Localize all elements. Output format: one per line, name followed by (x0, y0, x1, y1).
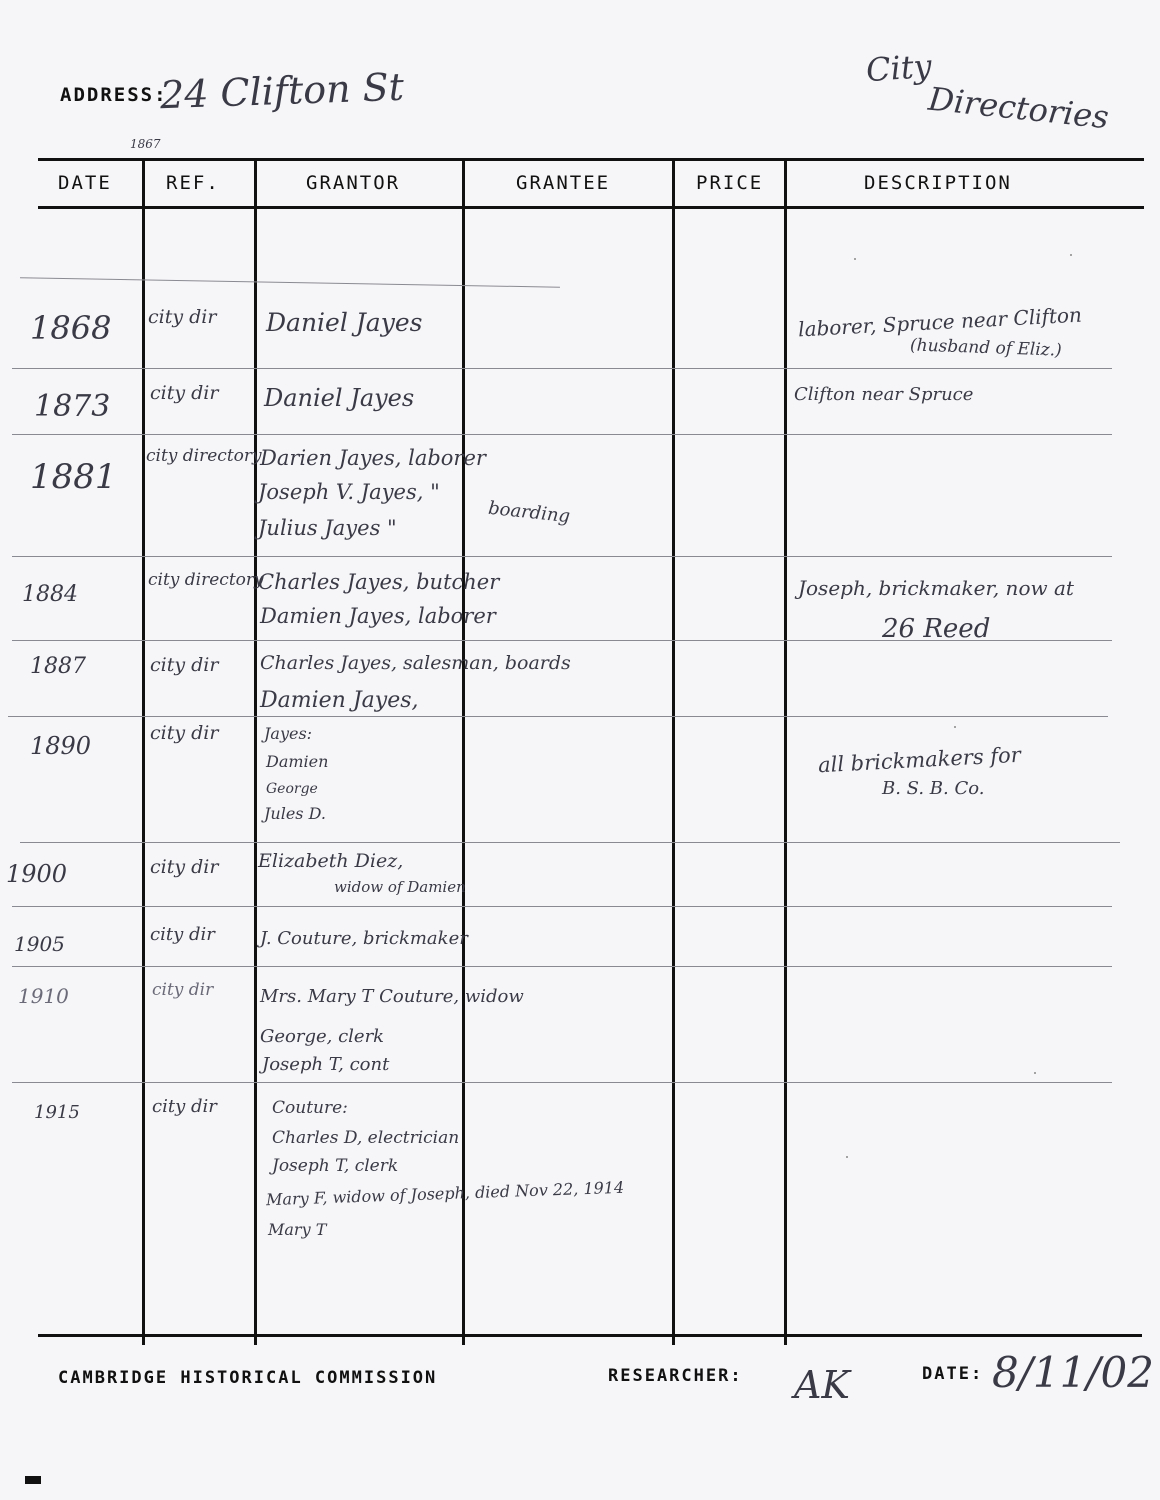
entry-grantor: Charles D, electrician (272, 1128, 460, 1148)
entry-grantor: Jules D. (264, 804, 326, 823)
entry-date: 1905 (14, 932, 65, 956)
date-value: 8/11/02 (992, 1348, 1154, 1397)
entry-date: 1873 (34, 389, 111, 424)
col-ref: REF. (166, 172, 220, 194)
row-separator (12, 556, 1112, 557)
entry-grantor: Charles Jayes, salesman, boards (260, 652, 571, 674)
corner-note-city: City (864, 46, 933, 90)
entry-grantor: Damien Jayes, (260, 688, 419, 713)
column-divider-5 (784, 160, 787, 1345)
entry-date: 1868 (30, 309, 112, 347)
column-divider-3 (462, 160, 465, 1345)
entry-grantor: Joseph V. Jayes, " (258, 480, 440, 504)
entry-grantor: Jayes: (264, 724, 313, 743)
column-divider-2 (254, 160, 257, 1345)
row-separator (20, 842, 1120, 843)
entry-grantor: Mary T (268, 1220, 327, 1239)
address-label: ADDRESS: (60, 84, 168, 106)
entry-grantor: Mrs. Mary T Couture, widow (260, 986, 524, 1007)
entry-ref: city dir (150, 924, 215, 945)
scan-speck (1034, 1072, 1036, 1074)
entry-description: laborer, Spruce near Clifton (797, 302, 1083, 342)
entry-date: 1910 (18, 984, 69, 1008)
entry-ref: city dir (152, 980, 214, 1000)
entry-date: 1881 (30, 457, 117, 497)
entry-grantor: Daniel Jayes (264, 384, 415, 412)
table-bottom-rule (38, 1334, 1142, 1337)
entry-date: 1887 (30, 654, 86, 679)
col-grantor: GRANTOR (306, 172, 401, 194)
row-separator (12, 1082, 1112, 1083)
col-date: DATE (58, 172, 112, 194)
scan-speck (854, 258, 856, 260)
entry-grantor: Darien Jayes, laborer (260, 446, 486, 470)
entry-date: 1900 (6, 860, 68, 888)
entry-grantor: Damien Jayes, laborer (260, 604, 496, 628)
scan-speck (954, 726, 956, 728)
entry-ref: city dir (150, 722, 219, 744)
entry-grantor: Joseph T, cont (262, 1054, 390, 1075)
date-label: DATE: (922, 1364, 984, 1384)
scan-registration-mark (25, 1476, 41, 1484)
entry-grantee-note: boarding (487, 497, 572, 528)
scan-speck (1070, 254, 1072, 256)
entry-ref: city directory (148, 570, 264, 590)
entry-date: 1915 (34, 1102, 80, 1123)
entry-grantor: widow of Damien (334, 878, 466, 896)
address-value: 24 Clifton St (159, 64, 405, 118)
entry-grantor: Couture: (272, 1098, 348, 1118)
col-price: PRICE (696, 172, 764, 194)
entry-date: 1890 (30, 732, 92, 760)
row-separator (12, 906, 1112, 907)
researcher-value: AK (794, 1363, 850, 1407)
col-grantee: GRANTEE (516, 172, 611, 194)
entry-description: B. S. B. Co. (882, 778, 985, 799)
row-separator (20, 277, 560, 287)
entry-grantor: Julius Jayes " (258, 516, 397, 540)
entry-grantor: Elizabeth Diez, (258, 850, 404, 872)
entry-ref: city directory (146, 446, 262, 466)
col-description: DESCRIPTION (864, 172, 1012, 194)
entry-description: 26 Reed (882, 614, 991, 644)
small-note: 1867 (130, 137, 161, 151)
entry-date: 1884 (22, 582, 78, 607)
entry-grantor: Damien (266, 752, 329, 771)
entry-ref: city dir (152, 1096, 217, 1117)
entry-description: all brickmakers for (817, 742, 1022, 778)
scan-speck (846, 1156, 848, 1158)
entry-ref: city dir (148, 306, 217, 328)
table-top-rule (38, 158, 1144, 161)
researcher-label: RESEARCHER: (608, 1366, 743, 1386)
entry-ref: city dir (150, 382, 219, 404)
corner-note-directories: Directories (926, 79, 1111, 137)
entry-grantor: Joseph T, clerk (272, 1156, 399, 1176)
entry-description: Clifton near Spruce (794, 384, 974, 405)
entry-grantor: J. Couture, brickmaker (260, 928, 468, 949)
column-divider-1 (142, 160, 145, 1345)
entry-description: Joseph, brickmaker, now at (798, 576, 1074, 600)
table-header-rule (38, 206, 1144, 209)
entry-ref: city dir (150, 856, 219, 878)
entry-description: (husband of Eliz.) (909, 335, 1063, 361)
row-separator (12, 368, 1112, 369)
entry-grantor: Charles Jayes, butcher (258, 570, 500, 594)
entry-ref: city dir (150, 654, 219, 676)
row-separator (12, 966, 1112, 967)
entry-grantor: Mary F, widow of Joseph, died Nov 22, 1914 (265, 1177, 625, 1210)
entry-grantor: Daniel Jayes (266, 308, 423, 337)
entry-grantor: George, clerk (260, 1026, 385, 1047)
column-divider-4 (672, 160, 675, 1345)
commission-name: CAMBRIDGE HISTORICAL COMMISSION (58, 1368, 438, 1388)
entry-grantor: George (266, 781, 318, 797)
row-separator (8, 716, 1108, 717)
row-separator (12, 434, 1112, 435)
